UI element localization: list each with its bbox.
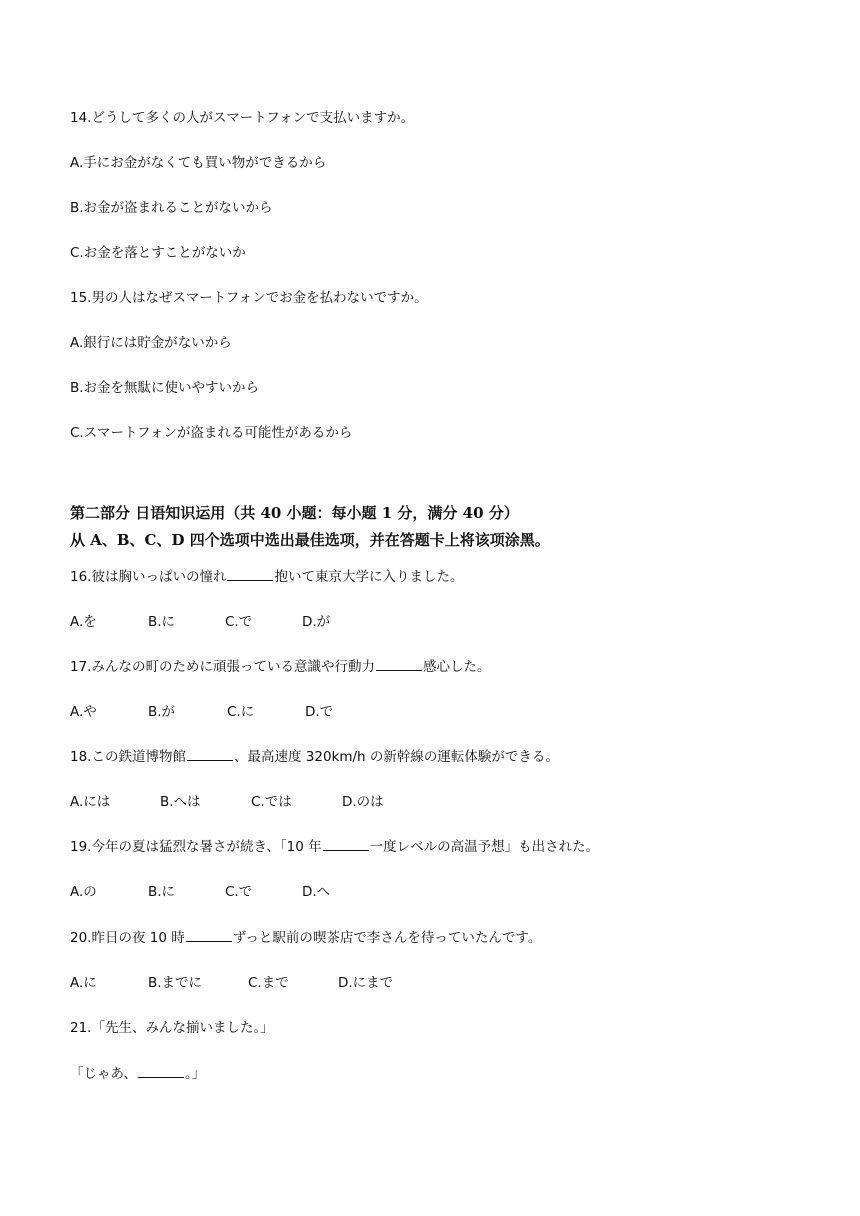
question-21-reply [70,1065,205,1083]
q17-option-a: A.や [70,704,97,720]
q15-option-a: A.銀行には貯金がないから [70,335,232,351]
q15-option-b: B.お金を無駄に使いやすいから [70,380,260,396]
q19-option-d: D.へ [302,884,331,900]
answer-blank [187,748,233,761]
question-17 [70,658,490,676]
q14-option-b: B.お金が盗まれることがないから [70,200,273,216]
q20-option-a: A.に [70,975,97,991]
q18-option-d: D.のは [342,794,384,810]
q17-text-post: 感心した。 [422,659,491,675]
q16-text-pre: 16.彼は胸いっぱいの憧れ [70,569,227,585]
q20-option-d: D.にまで [338,975,394,991]
q17-text-pre: 17.みんなの町のために頑張っている意識や行動力 [70,659,375,675]
q16-option-d: D.が [302,614,331,630]
question-21: 21.「先生、みんな揃いました。」 [70,1020,274,1036]
q18-text-pre: 18.この鉄道博物館 [70,749,186,765]
question-16 [70,568,463,586]
answer-blank [376,658,422,671]
q14-option-c: C.お金を落とすことがないか [70,245,246,261]
q20-option-b: B.までに [148,975,203,991]
q17-option-c: C.に [227,704,255,720]
q19-text-post: 一度レベルの高温予想」も出された。 [369,839,600,855]
q16-option-a: A.を [70,614,97,630]
answer-blank [323,838,369,851]
q20-text-pre: 20.昨日の夜 10 時 [70,930,185,946]
q15-option-c: C.スマートフォンが盗まれる可能性があるから [70,425,353,441]
question-20 [70,929,541,947]
question-14: 14.どうして多くの人がスマートフォンで支払いますか。 [70,110,415,126]
question-15: 15.男の人はなぜスマートフォンでお金を払わないですか。 [70,290,428,306]
q16-text-post: 抱いて東京大学に入りました。 [274,569,464,585]
question-18 [70,748,559,766]
q16-option-b: B.に [148,614,176,630]
q19-option-a: A.の [70,884,97,900]
q17-option-d: D.で [305,704,334,720]
q21-text-post: 。」 [184,1066,206,1082]
q18-option-c: C.では [251,794,292,810]
q20-text-post: ずっと駅前の喫茶店で李さんを待っていたんです。 [232,930,542,946]
q19-option-b: B.に [148,884,176,900]
q21-text-pre: 「じゃあ、 [70,1066,137,1082]
q19-option-c: C.で [225,884,253,900]
q17-option-b: B.が [148,704,176,720]
answer-blank [138,1065,184,1078]
q16-option-c: C.で [225,614,253,630]
answer-blank [186,929,232,942]
q19-text-pre: 19.今年の夏は猛烈な暑さが続き、「10 年 [70,839,322,855]
section-instruction: 从 A、B、C、D 四个选项中选出最佳选项，并在答题卡上将该项涂黑。 [70,531,550,549]
q20-option-c: C.まで [248,975,289,991]
answer-blank [227,568,273,581]
q18-option-b: B.へは [160,794,201,810]
q18-option-a: A.には [70,794,111,810]
section-title: 第二部分 日语知识运用（共 40 小题：每小题 1 分，满分 40 分） [70,504,519,522]
q18-text-post: 、最高速度 320km/h の新幹線の運転体験ができる。 [233,749,559,765]
question-19 [70,838,599,856]
q14-option-a: A.手にお金がなくても買い物ができるから [70,155,327,171]
